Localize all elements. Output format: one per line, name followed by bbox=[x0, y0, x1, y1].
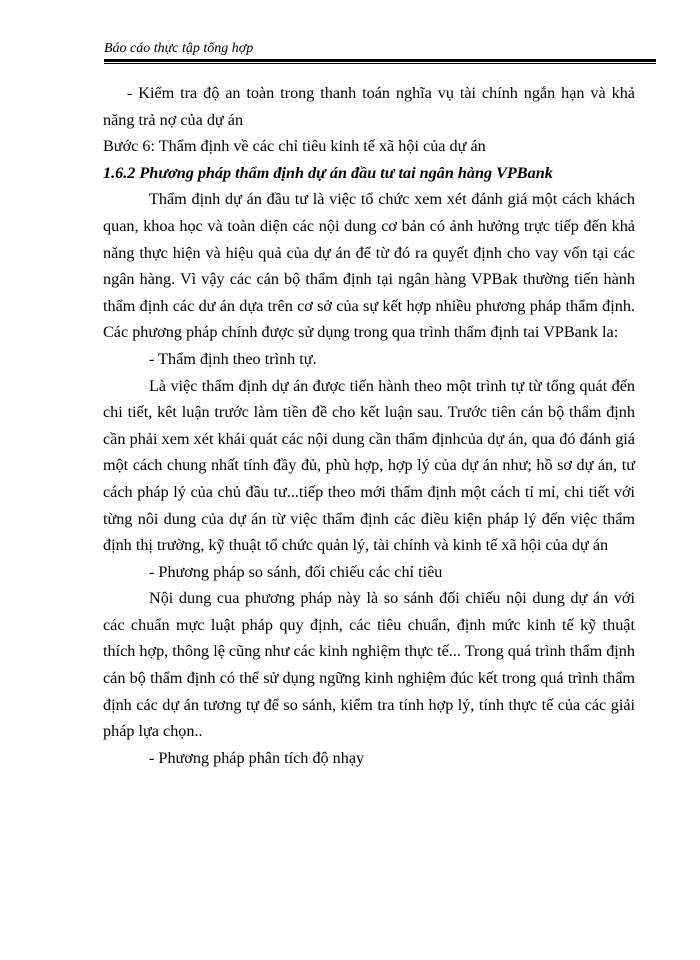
paragraph-appraisal-intro: Thẩm định dự án đầu tư là việc tổ chức xem xét đánh giá một cách khách quan, khoa học và toàn diện các nội dung cơ bản có ảnh hưởng trực tiếp đến khả năng thực hiện và hiệu quả của dự án để từ đó ra quyết định cho vay vốn tại các ngân hàng. Vì vậy các cán bộ thẩm định tại ngân hàng VPBak thường tiến hành thẩm định các dư án dựa trên cơ sở của sự kết hợp nhiều phương pháp thẩm định. Các phương pháp chính được sử dụng trong qua trình thẩm định tai VPBank la: bbox=[103, 190, 635, 342]
paragraph-bullet-safety-check: - Kiểm tra độ an toàn trong thanh toán nghĩa vụ tài chính ngắn hạn và khả năng trả nợ của dự án bbox=[103, 84, 635, 129]
page-header: Báo cáo thực tập tổng hợp bbox=[104, 41, 254, 56]
paragraph-comparison-detail: Nội dung cua phương pháp này là so sánh đối chiếu nội dung dự án với các chuẩn mực luật pháp quy định, các tiêu chuẩn, định mức kinh tế kỹ thuật thích hợp, thông lệ cũng như các kinh nghiệm thực tế... Trong quá trình thẩm định cán bộ thẩm định có thể sử dụng ngững kinh nghiệm đúc kết trong quá trình thẩm định các dự án tương tự để so sánh, kiểm tra tính hợp lý, tính thực tế của các giải pháp lựa chọn.. bbox=[103, 589, 635, 741]
header-rule-thick bbox=[104, 59, 656, 62]
paragraph-bullet-comparison: - Phương pháp so sánh, đối chiếu các chỉ tiêu bbox=[149, 562, 443, 581]
document-body bbox=[103, 80, 635, 771]
header-rule-thin bbox=[104, 63, 656, 64]
section-title-1-6-2: 1.6.2 Phương pháp thẩm định dự án đầu tư tai ngân hàng VPBank bbox=[103, 163, 553, 182]
paragraph-step-6: Bước 6: Thẩm định về các chỉ tiêu kinh tế xã hội của dự án bbox=[103, 137, 486, 156]
paragraph-bullet-sensitivity: - Phương pháp phân tích độ nhạy bbox=[149, 748, 365, 767]
paragraph-bullet-sequential: - Thẩm định theo trình tự. bbox=[149, 349, 317, 368]
paragraph-sequential-detail: Là việc thẩm định dự án được tiến hành theo một trình tự từ tổng quát đến chi tiết, kêt luận trước làm tiền đề cho kết luận sau. Trước tiên cán bộ thẩm định cần phải xem xét khái quát các nội dung cần thẩm địnhcủa dự án, qua đó đánh giá một cách chung nhất tính đầy đủ, phù hợp, hợp lý của dự án như; hồ sơ dự án, tư cách pháp lý của chủ đầu tư...tiếp theo mới thẩm định một cách tỉ mỉ, chi tiết với từng nôi dung của dự án từ việc thẩm định các điều kiện pháp lý đến việc thẩm định thị trường, kỹ thuật tổ chức quản lý, tài chính và kinh tế xã hội của dự án bbox=[103, 376, 635, 555]
